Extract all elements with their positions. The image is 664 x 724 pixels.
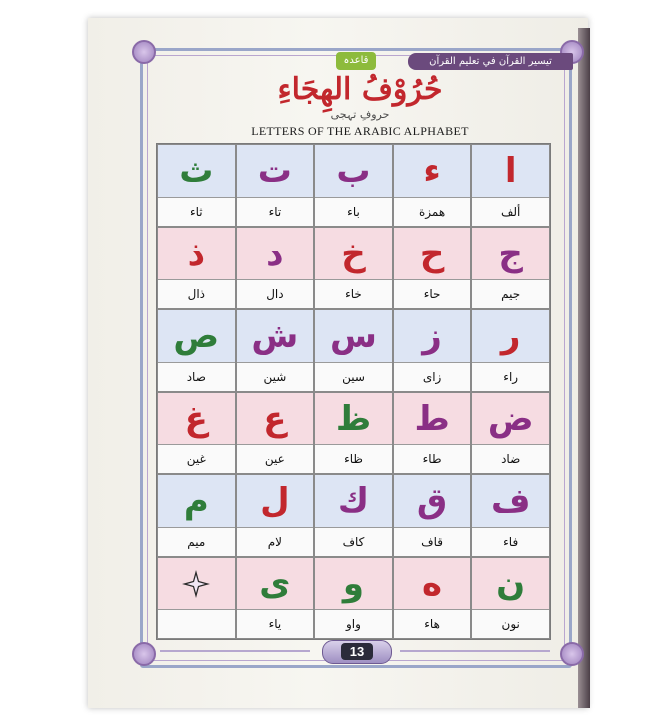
letter-name: راء (472, 362, 549, 391)
arabic-letter: ت (257, 151, 292, 191)
letter-cell (393, 474, 472, 557)
letter-cell (157, 144, 236, 227)
arabic-letter: ط (414, 398, 450, 439)
arabic-letter: ك (337, 481, 370, 521)
letter-cell (393, 392, 472, 475)
arabic-letter: ح (419, 233, 445, 274)
letter-cell (314, 227, 393, 310)
letter-cell (314, 392, 393, 475)
letter-name: باء (315, 197, 392, 226)
frame-corner-ornament-icon (560, 642, 584, 666)
compass-star-icon (158, 558, 235, 611)
letter-name: نون (472, 609, 549, 638)
page-subtitle-english: LETTERS OF THE ARABIC ALPHABET (251, 124, 469, 138)
arabic-letter: ش (251, 316, 299, 356)
arabic-letter: ع (263, 398, 287, 439)
letter-name: ضاد (472, 444, 549, 473)
letter-cell (393, 227, 472, 310)
alphabet-grid (156, 143, 551, 640)
arabic-letter: ء (423, 151, 441, 191)
letter-name: ظاء (315, 444, 392, 473)
arabic-letter: ص (173, 316, 220, 356)
letter-name: دال (237, 279, 314, 308)
arabic-letter: ظ (335, 398, 372, 439)
letter-name: ياء (237, 609, 314, 638)
page-number: 13 (341, 643, 373, 660)
letter-name: صاد (158, 362, 235, 391)
letter-name: زاى (394, 362, 471, 391)
letter-cell (236, 392, 315, 475)
letter-name: قاف (394, 527, 471, 556)
book-series-banner: تيسير القرآن في تعليم القرآن (408, 53, 573, 70)
arabic-letter: ا (504, 151, 517, 191)
scroll-ornament (160, 650, 310, 652)
letter-name: واو (315, 609, 392, 638)
arabic-letter: ل (260, 481, 290, 521)
arabic-letter: ب (336, 151, 371, 191)
arabic-letter: ف (490, 481, 531, 521)
letter-cell (236, 227, 315, 310)
letter-name: خاء (315, 279, 392, 308)
letter-cell (236, 557, 315, 640)
arabic-letter: ض (487, 398, 534, 439)
letter-cell (157, 557, 236, 640)
letter-cell (393, 309, 472, 392)
scroll-ornament (400, 650, 550, 652)
letter-cell (157, 227, 236, 310)
arabic-letter: غ (184, 398, 208, 439)
letter-name: لام (237, 527, 314, 556)
book-spine (578, 28, 590, 708)
letter-name: سين (315, 362, 392, 391)
letter-name: ميم (158, 527, 235, 556)
letter-cell (471, 144, 550, 227)
letter-cell (314, 309, 393, 392)
arabic-letter: د (266, 233, 284, 274)
frame-corner-ornament-icon (132, 40, 156, 64)
letter-name: هاء (394, 609, 471, 638)
letter-cell (314, 474, 393, 557)
letter-name: ألف (472, 197, 549, 226)
letter-name: تاء (237, 197, 314, 226)
letter-cell (236, 309, 315, 392)
arabic-letter: ى (259, 563, 291, 604)
letter-name: كاف (315, 527, 392, 556)
letter-cell (157, 474, 236, 557)
letter-name (158, 609, 235, 638)
letter-name: شين (237, 362, 314, 391)
letter-cell (471, 309, 550, 392)
arabic-letter: ث (179, 151, 214, 191)
arabic-letter: س (330, 316, 377, 356)
letter-name: حاء (394, 279, 471, 308)
arabic-letter: ج (498, 233, 523, 274)
letter-name: جيم (472, 279, 549, 308)
arabic-letter: خ (341, 233, 366, 274)
letter-cell (393, 144, 472, 227)
letter-name: ذال (158, 279, 235, 308)
letter-cell (471, 474, 550, 557)
letter-cell (157, 309, 236, 392)
letter-cell (393, 557, 472, 640)
arabic-letter: ذ (187, 233, 206, 274)
arabic-letter: ق (416, 481, 448, 521)
letter-cell (471, 392, 550, 475)
arabic-letter: ز (422, 316, 442, 356)
letter-name: غين (158, 444, 235, 473)
letter-cell (236, 144, 315, 227)
letter-cell (157, 392, 236, 475)
arabic-letter: م (183, 481, 209, 521)
page-subtitle-urdu: حروفِ تہجی (330, 108, 390, 121)
letter-name: عين (237, 444, 314, 473)
arabic-letter: ر (500, 316, 521, 356)
page-number-badge (322, 640, 392, 664)
frame-corner-ornament-icon (132, 642, 156, 666)
arabic-letter: ن (496, 563, 526, 604)
letter-cell (314, 557, 393, 640)
letter-cell (314, 144, 393, 227)
letter-name: همزة (394, 197, 471, 226)
letter-cell (236, 474, 315, 557)
letter-cell (471, 557, 550, 640)
letter-name: ثاء (158, 197, 235, 226)
arabic-letter: و (342, 563, 365, 604)
arabic-letter: ه (422, 563, 443, 604)
letter-name: طاء (394, 444, 471, 473)
letter-name: فاء (472, 527, 549, 556)
book-badge: قاعدہ (336, 52, 376, 70)
letter-cell (471, 227, 550, 310)
page-title: حُرُوْفُ الهِجَاءِ (277, 72, 443, 107)
